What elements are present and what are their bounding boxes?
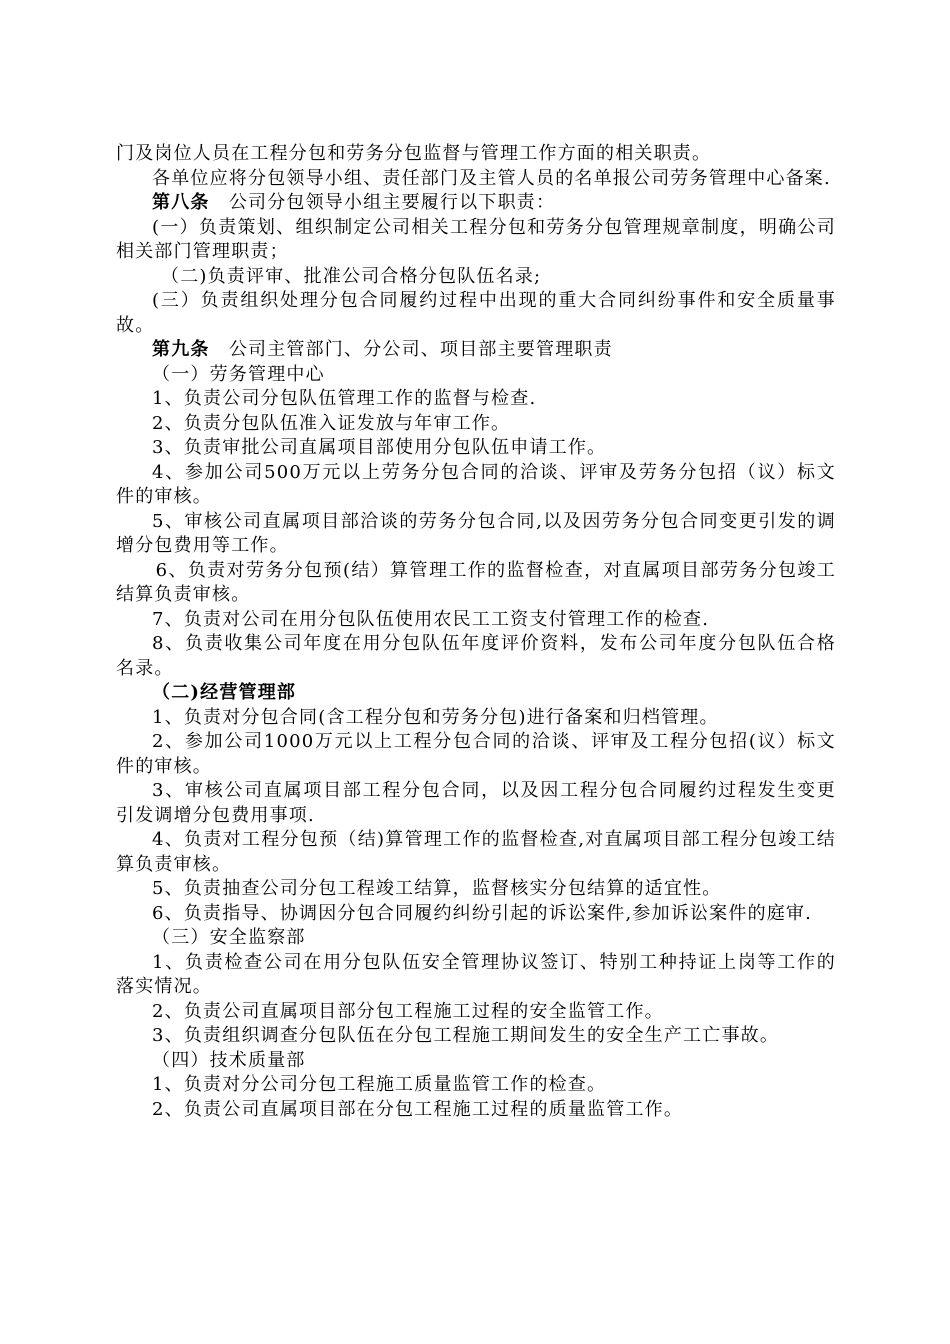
- paragraph: 门及岗位人员在工程分包和劳务分包监督与管理工作方面的相关职责。: [116, 143, 712, 164]
- article-8-paragraph: [116, 191, 836, 216]
- article-8-text: 公司分包领导小组主要履行以下职责：: [228, 192, 556, 213]
- paragraph: (三）负责组织处理分包合同履约过程中出现的重大合同纠纷事件和安全质量事故。: [116, 290, 836, 336]
- list-item: 3、负责审批公司直属项目部使用分包队伍申请工作。: [152, 437, 607, 458]
- list-item: 1、负责对分包合同(含工程分包和劳务分包)进行备案和归档管理。: [152, 706, 719, 728]
- list-item: 4、参加公司500万元以上劳务分包合同的洽谈、评审及劳务分包招（议）标文件的审核。: [116, 461, 836, 507]
- section-heading: （一）劳务管理中心: [152, 363, 325, 385]
- list-item: 3、审核公司直属项目部工程分包合同，以及因工程分包合同履约过程发生变更引发调增分包费用事项.: [116, 780, 836, 826]
- section-heading: （三）安全监察部: [152, 927, 306, 948]
- paragraph: （二)负责评审、批准公司合格分包队伍名录;: [161, 265, 542, 287]
- list-item: 6、负责指导、协调因分包合同履约纠纷引起的诉讼案件,参加诉讼案件的庭审.: [152, 902, 813, 924]
- list-item: 6、负责对劳务分包预(结）算管理工作的监督检查，对直属项目部劳务分包竣工结算负责审核。: [116, 559, 836, 605]
- list-item: 5、审核公司直属项目部洽谈的劳务分包合同,以及因劳务分包合同变更引发的调增分包费用等工作。: [116, 510, 836, 556]
- section-heading: （四）技术质量部: [152, 1049, 306, 1071]
- article-9-heading: 第九条: [152, 339, 210, 360]
- paragraph: 各单位应将分包领导小组、责任部门及主管人员的名单报公司劳务管理中心备案.: [152, 167, 831, 189]
- article-9-paragraph: [116, 338, 836, 363]
- section-heading: （二)经营管理部: [152, 682, 297, 703]
- list-item: 1、负责对分公司分包工程施工质量监管工作的检查。: [152, 1074, 607, 1095]
- list-item: 4、负责对工程分包预（结)算管理工作的监督检查,对直属项目部工程分包竣工结算负责审核。: [116, 829, 836, 875]
- list-item: 3、负责组织调查分包队伍在分包工程施工期间发生的安全生产工亡事故。: [152, 1025, 780, 1046]
- list-item: 2、负责分包队伍准入证发放与年审工作。: [152, 412, 511, 434]
- article-9-text: 公司主管部门、分公司、项目部主要管理职责: [228, 339, 613, 360]
- article-8-heading: 第八条: [152, 192, 210, 213]
- list-item: 2、参加公司1000万元以上工程分包合同的洽谈、评审及工程分包招(议）标文件的审核。: [116, 731, 836, 777]
- list-item: 1、负责公司分包队伍管理工作的监督与检查.: [152, 388, 537, 409]
- list-item: 5、负责抽查公司分包工程竣工结算，监督核实分包结算的适宜性。: [152, 878, 722, 899]
- document-body: [116, 142, 836, 1122]
- list-item: 2、负责公司直属项目部分包工程施工过程的安全监管工作。: [152, 1000, 664, 1022]
- list-item: 1、负责检查公司在用分包队伍安全管理协议签订、特别工种持证上岗等工作的落实情况。: [116, 951, 836, 997]
- list-item: 2、负责公司直属项目部在分包工程施工过程的质量监管工作。: [152, 1098, 684, 1120]
- list-item: 8、负责收集公司年度在用分包队伍年度评价资料，发布公司年度分包队伍合格名录。: [116, 633, 836, 679]
- paragraph: (一）负责策划、组织制定公司相关工程分包和劳务分包管理规章制度，明确公司相关部门管理职责；: [116, 216, 836, 262]
- list-item: 7、负责对公司在用分包队伍使用农民工工资支付管理工作的检查.: [152, 608, 710, 630]
